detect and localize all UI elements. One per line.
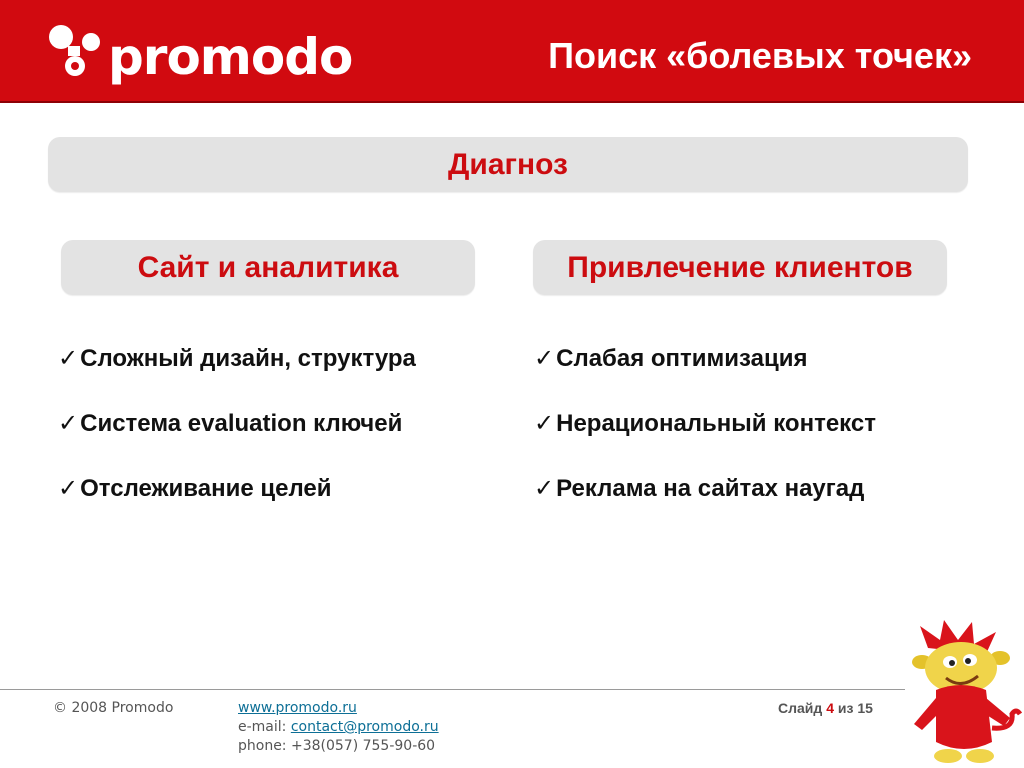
client-acquisition-heading: Привлечение клиентов — [533, 240, 947, 295]
list-item-text: Реклама на сайтах наугад — [556, 475, 865, 502]
list-item-text: Отслеживание целей — [80, 475, 332, 502]
website-link[interactable]: www.promodo.ru — [238, 700, 357, 716]
list-item — [58, 340, 416, 405]
email-label: e-mail: — [238, 719, 291, 735]
logo-mark-icon — [44, 20, 114, 90]
checkmark-icon: ✓ — [534, 344, 555, 372]
logo-text: promodo — [108, 28, 353, 86]
slide-total-number: 15 — [857, 700, 873, 716]
checkmark-icon: ✓ — [534, 474, 555, 502]
slide-title: Поиск «болевых точек» — [548, 35, 972, 76]
site-analytics-heading: Сайт и аналитика — [61, 240, 475, 295]
checkmark-icon: ✓ — [58, 344, 79, 372]
list-item — [534, 470, 876, 535]
slide-current-number: 4 — [826, 700, 834, 716]
site-analytics-list — [58, 340, 416, 535]
checkmark-icon: ✓ — [534, 409, 555, 437]
list-item — [534, 340, 876, 405]
checkmark-icon: ✓ — [58, 409, 79, 437]
diagnosis-banner: Диагноз — [48, 137, 968, 192]
list-item — [534, 405, 876, 470]
list-item-text: Слабая оптимизация — [556, 345, 808, 372]
email-link[interactable]: contact@promodo.ru — [290, 719, 439, 735]
footer-contacts — [238, 699, 439, 756]
client-acquisition-list — [534, 340, 876, 535]
list-item — [58, 405, 416, 470]
copyright-text: © 2008 Promodo — [53, 700, 174, 716]
checkmark-icon: ✓ — [58, 474, 79, 502]
list-item-text: Система evaluation ключей — [80, 410, 403, 437]
phone-text: phone: +38(057) 755-90-60 — [238, 738, 436, 754]
mascot-image — [906, 618, 1024, 768]
slide-separator: из — [837, 700, 854, 716]
promodo-logo — [44, 20, 353, 90]
slide-counter — [778, 699, 873, 718]
header-bar — [0, 0, 1024, 103]
footer-divider — [0, 689, 905, 690]
list-item-text: Нерациональный контекст — [556, 410, 876, 437]
slide-label: Слайд — [778, 700, 823, 716]
list-item-text: Сложный дизайн, структура — [80, 345, 416, 372]
list-item — [58, 470, 416, 535]
